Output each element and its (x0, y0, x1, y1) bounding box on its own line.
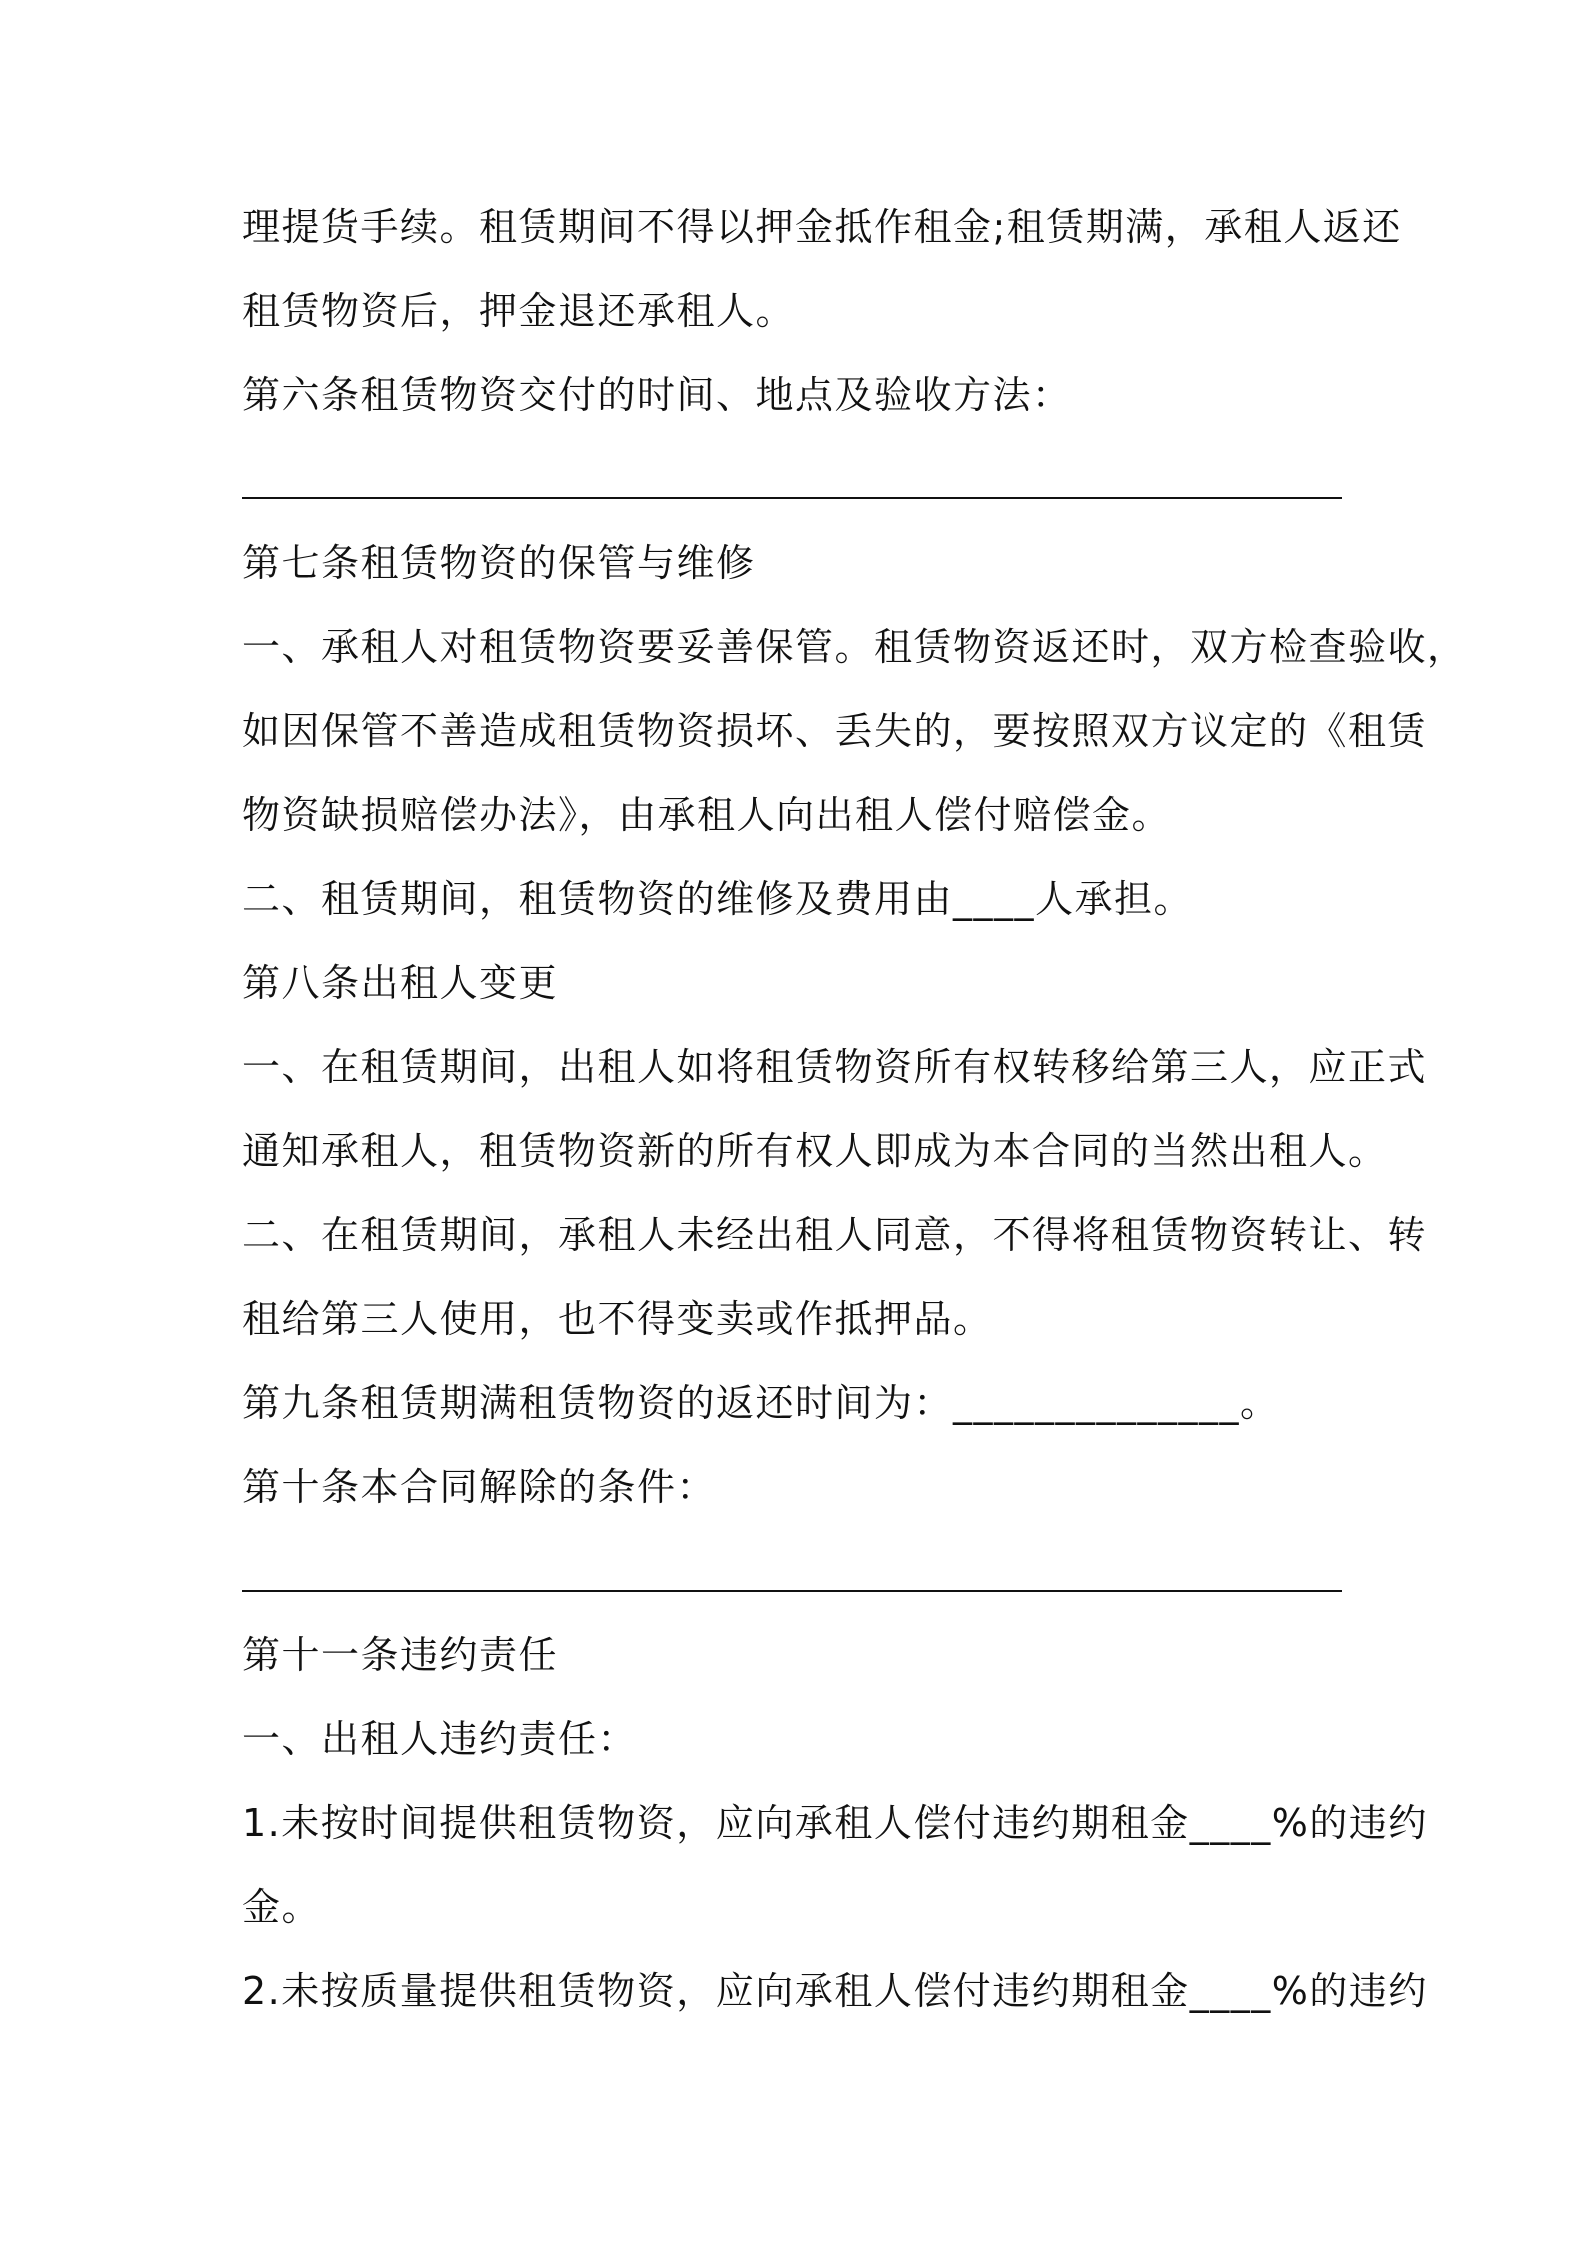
text-line: 如因保管不善造成租赁物资损坏、丢失的，要按照双方议定的《租赁 (242, 709, 1428, 753)
section-heading: 第八条出租人变更 (242, 961, 559, 1005)
text-line: 一、在租赁期间，出租人如将租赁物资所有权转移给第三人，应正式 (242, 1045, 1428, 1089)
text-line: 一、承租人对租赁物资要妥善保管。租赁物资返还时，双方检查验收， (242, 625, 1467, 669)
text-line: 理提货手续。租赁期间不得以押金抵作租金;租赁期满，承租人返还 (242, 205, 1402, 249)
section-heading: 第十条本合同解除的条件： (242, 1465, 717, 1509)
section-heading: 第六条租赁物资交付的时间、地点及验收方法： (242, 373, 1072, 417)
blank-fill-line (242, 1590, 1342, 1592)
text-line: 通知承租人，租赁物资新的所有权人即成为本合同的当然出租人。 (242, 1129, 1388, 1173)
text-line: 一、出租人违约责任： (242, 1717, 638, 1761)
text-line: 租赁物资后，押金退还承租人。 (242, 289, 796, 333)
blank-fill-line (242, 497, 1342, 499)
text-line: 租给第三人使用，也不得变卖或作抵押品。 (242, 1297, 993, 1341)
section-heading: 第九条租赁期满租赁物资的返还时间为：______________。 (242, 1381, 1280, 1425)
text-line: 1.未按时间提供租赁物资，应向承租人偿付违约期租金____%的违约 (242, 1801, 1428, 1845)
text-line: 二、租赁期间，租赁物资的维修及费用由____人承担。 (242, 877, 1194, 921)
text-line: 二、在租赁期间，承租人未经出租人同意，不得将租赁物资转让、转 (242, 1213, 1428, 1257)
text-line: 金。 (242, 1885, 322, 1929)
text-line: 2.未按质量提供租赁物资，应向承租人偿付违约期租金____%的违约 (242, 1969, 1428, 2013)
text-line: 物资缺损赔偿办法》，由承租人向出租人偿付赔偿金。 (242, 793, 1172, 837)
section-heading: 第七条租赁物资的保管与维修 (242, 541, 756, 585)
section-heading: 第十一条违约责任 (242, 1633, 559, 1677)
